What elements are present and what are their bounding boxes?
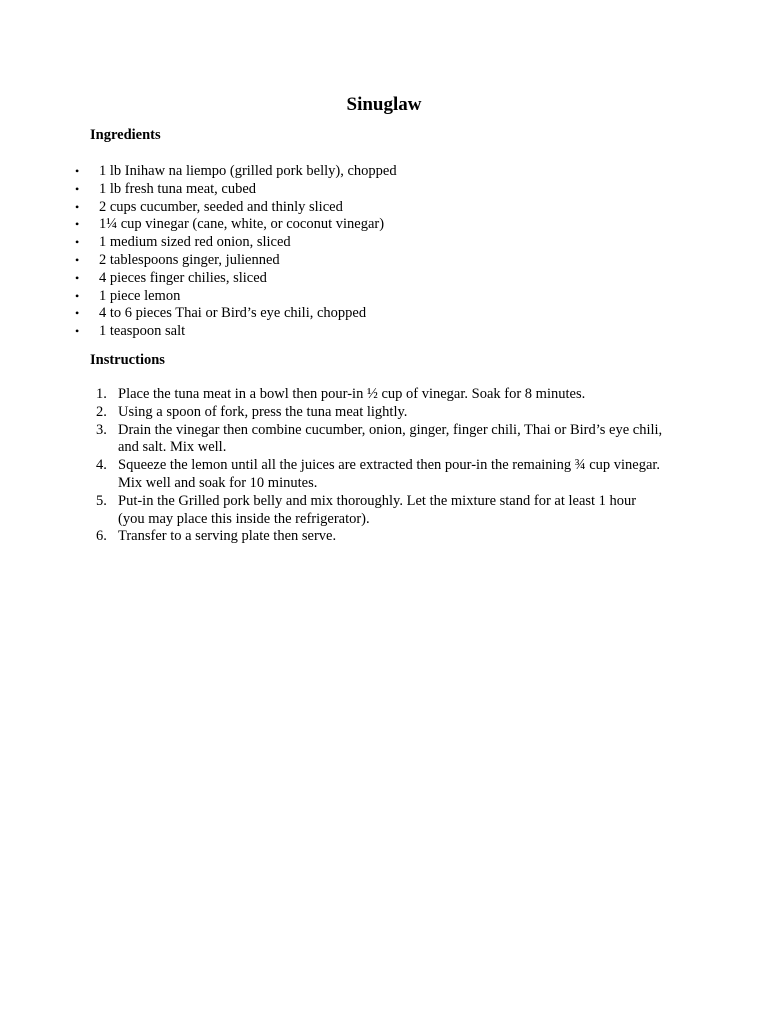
- step-text: Drain the vinegar then combine cucumber, onion, ginger, finger chili, Thai or Bird’s eye chili, and salt. Mix well.: [118, 421, 663, 456]
- bullet-icon: •: [75, 270, 80, 285]
- step-text: Using a spoon of fork, press the tuna meat lightly.: [118, 403, 408, 420]
- bullet-icon: •: [75, 181, 80, 196]
- instructions-heading: Instructions: [90, 352, 165, 368]
- bullet-icon: •: [75, 324, 80, 339]
- ingredient-text: 1 teaspoon salt: [99, 323, 186, 340]
- bullet-icon: •: [75, 217, 80, 232]
- step-number: 3.: [96, 421, 107, 438]
- bullet-icon: •: [75, 252, 80, 267]
- bullet-icon: •: [75, 235, 80, 250]
- step-text: Transfer to a serving plate then serve.: [118, 528, 337, 545]
- ingredient-text: 2 tablespoons ginger, julienned: [99, 251, 280, 268]
- step-text: Squeeze the lemon until all the juices are extracted then pour-in the remaining ¾ cup vinegar. Mix well and soak for 10 minutes.: [118, 457, 661, 491]
- ingredient-text: 4 to 6 pieces Thai or Bird’s eye chili, chopped: [99, 305, 367, 322]
- ingredient-text: 1¼ cup vinegar (cane, white, or coconut vinegar): [99, 216, 385, 233]
- step-number: 5.: [96, 492, 107, 509]
- instructions-list: [0, 386, 663, 546]
- ingredient-text: 1 lb fresh tuna meat, cubed: [99, 180, 257, 197]
- step-number: 4.: [96, 457, 107, 474]
- ingredient-text: 4 pieces finger chilies, sliced: [99, 269, 267, 286]
- ingredient-text: 1 medium sized red onion, sliced: [99, 234, 291, 251]
- step-number: 1.: [96, 386, 107, 402]
- step-number: 6.: [96, 528, 107, 545]
- bullet-icon: •: [75, 306, 80, 321]
- ingredient-text: 2 cups cucumber, seeded and thinly sliced: [99, 198, 343, 215]
- step-text: Place the tuna meat in a bowl then pour-in ½ cup of vinegar. Soak for 8 minutes.: [118, 386, 586, 402]
- instruction-step: [0, 422, 663, 458]
- bullet-icon: •: [75, 199, 80, 214]
- bullet-icon: •: [75, 288, 80, 303]
- ingredients-heading: Ingredients: [90, 127, 161, 143]
- instruction-step: [0, 528, 663, 546]
- bullet-icon: •: [75, 164, 80, 178]
- step-text: Put-in the Grilled pork belly and mix thoroughly. Let the mixture stand for at least 1 hour (you may place this inside the refrigerator).: [118, 492, 637, 527]
- instruction-step: [0, 457, 663, 493]
- instruction-step: [0, 386, 663, 404]
- step-number: 2.: [96, 403, 107, 420]
- ingredient-text: 1 piece lemon: [99, 287, 181, 304]
- instruction-step: [0, 493, 663, 529]
- page-title: Sinuglaw: [346, 94, 422, 115]
- ingredient-text: 1 lb Inihaw na liempo (grilled pork belly), chopped: [99, 163, 397, 179]
- instruction-step: [0, 404, 663, 422]
